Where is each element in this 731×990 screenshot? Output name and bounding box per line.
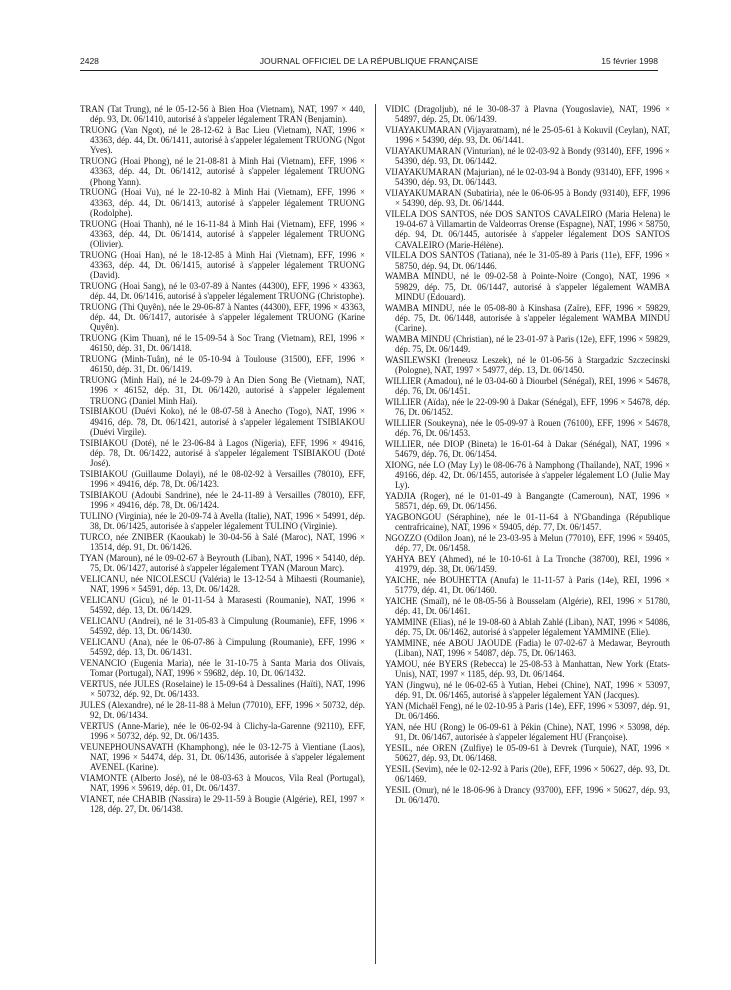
register-entry: YESIL (Sevim), née le 02-12-92 à Paris (20e), EFF, 1996 × 50627, dép. 93, Dt. 06/1469.: [385, 764, 670, 785]
register-entry: YAMMINE, née ABOU JAOUDE (Fadia) le 07-02-67 à Medawar, Beyrouth (Liban), NAT, 1996 × 54087, dép. 75, Dt. 06/1463.: [385, 638, 670, 659]
register-entry: VIDIC (Dragoljub), né le 30-08-37 à Plavna (Yougoslavie), NAT, 1996 × 54897, dép. 25, Dt. 06/1439.: [385, 104, 670, 125]
register-entry: WAMBA MINDU, née le 05-08-80 à Kinshasa (Zaïre), EFF, 1996 × 59829, dép. 75, Dt. 06/1448, autorisée à s'appeler légalement WAMBA MINDU (Carine).: [385, 302, 670, 334]
register-entry: VERTUS, née JULES (Roselaine) le 15-09-64 à Dessalines (Haïti), NAT, 1996 × 50732, dép. 92, Dt. 06/1433.: [80, 678, 365, 700]
register-entry: WAMBA MINDU, né le 09-02-58 à Pointe-Noire (Congo), NAT, 1996 × 59829, dép. 75, Dt. 06/1447, autorisé à s'appeler légalement WAMBA MINDU (Edouard).: [385, 271, 670, 302]
register-entry: TRUONG (Hoai Han), né le 18-12-85 à Minh Hai (Vietnam), EFF, 1996 × 43363, dép. 44, Dt. 06/1415, autorisé à s'appeler légalement TRUONG (David).: [80, 249, 365, 281]
register-entry: YAGBONGOU (Séraphine), née le 01-11-64 à N'Gbandinga (République centrafricaine), NAT, 1996 × 59405, dép. 77, Dt. 06/1457.: [385, 512, 670, 533]
register-entry: XIONG, née LO (May Ly) le 08-06-76 à Namphong (Thaïlande), NAT, 1996 × 49166, dép. 42, Dt. 06/1455, autorisée à s'appeler légalement LO (Julie May Ly).: [385, 459, 670, 491]
register-entry: YAHYA BEY (Ahmed), né le 10-10-61 à La Tronche (38700), REI, 1996 × 41979, dép. 38, Dt. 06/1459.: [385, 554, 670, 575]
register-entry: TRUONG (Hoai Thanh), né le 16-11-84 à Minh Hai (Vietnam), EFF, 1996 × 43363, dép. 44, Dt. 06/1414, autorisé à s'appeler légalement TRUONG (Olivier).: [80, 218, 365, 250]
register-entry: TURCO, née ZNIBER (Kaoukab) le 30-04-56 à Salé (Maroc), NAT, 1996 × 13514, dép. 91, Dt. 06/1426.: [80, 531, 365, 553]
register-entry: VIAMONTE (Alberto José), né le 08-03-63 à Moucos, Vila Real (Portugal), NAT, 1996 × 59619, dép. 01, Dt. 06/1437.: [80, 773, 365, 794]
register-entry: YAMOU, née BYERS (Rebecca) le 25-08-53 à Manhattan, New York (Etats-Unis), NAT, 1997 × 1185, dép. 93, Dt. 06/1464.: [385, 659, 670, 680]
register-entry: VIJAYAKUMARAN (Vijayaratnam), né le 25-05-61 à Kokuvil (Ceylan), NAT, 1996 × 54390, dép. 93, Dt. 06/1441.: [385, 125, 670, 146]
register-entry: VIANET, née CHABIB (Nassira) le 29-11-59 à Bougie (Algérie), REI, 1997 × 128, dép. 27, Dt. 06/1438.: [80, 794, 365, 815]
register-entry: TRUONG (Kim Thuan), né le 15-09-54 à Soc Trang (Vietnam), REI, 1996 × 46150, dép. 31, Dt. 06/1418.: [80, 333, 365, 354]
register-entry: TRUONG (Minh Hai), né le 24-09-79 à An Dien Song Be (Vietnam), NAT, 1996 × 46152, dép. 31, Dt. 06/1420, autorisé à s'appeler légalement TRUONG (Daniel Minh Hai).: [80, 375, 365, 406]
page-number: 2428: [80, 56, 99, 66]
register-entry: TRUONG (Minh-Tuân), né le 05-10-94 à Toulouse (31500), EFF, 1996 × 46150, dép. 31, Dt. 06/1419.: [80, 354, 365, 375]
register-entry: NGOZZO (Odilon Joan), né le 23-03-95 à Melun (77010), EFF, 1996 × 59405, dép. 77, Dt. 06/1458.: [385, 533, 670, 554]
register-entry: VENANCIO (Eugenia Maria), née le 31-10-75 à Santa Maria dos Olivais, Tomar (Portugal), NAT, 1996 × 59682, dép. 10, Dt. 06/1432.: [80, 657, 365, 679]
register-entry: VERTUS (Anne-Marie), née le 06-02-94 à Clichy-la-Garenne (92110), EFF, 1996 × 50732, dép. 92, Dt. 06/1435.: [80, 720, 365, 742]
register-entry: TRAN (Tat Trung), né le 05-12-56 à Bien Hoa (Vietnam), NAT, 1997 × 440, dép. 93, Dt. 06/1410, autorisé à s'appeler légalement TRAN (Benjamin).: [80, 104, 365, 125]
register-entry: YAN (Jingwu), né le 06-02-65 à Yutian, Hebei (Chine), NAT, 1996 × 53097, dép. 91, Dt. 06/1465, autorisé à s'appeler légalement YAN (Jacques).: [385, 680, 670, 701]
register-entry: YESIL, née OREN (Zulfiye) le 05-09-61 à Devrek (Turquie), NAT, 1996 × 50627, dép. 93, Dt. 06/1468.: [385, 743, 670, 764]
register-entry: YADJIA (Roger), né le 01-01-49 à Bangangte (Cameroun), NAT, 1996 × 58571, dép. 69, Dt. 06/1456.: [385, 491, 670, 512]
register-entry: VIJAYAKUMARAN (Subatiria), née le 06-06-95 à Bondy (93140), EFF, 1996 × 54390, dép. 93, Dt. 06/1444.: [385, 188, 670, 209]
register-entry: TRUONG (Van Ngot), né le 28-12-62 à Bac Lieu (Vietnam), NAT, 1996 × 43363, dép. 44, Dt. 06/1411, autorisé à s'appeler légalement TRUONG (Ngot Yves).: [80, 125, 365, 156]
register-entry: VELICANU (Andrei), né le 31-05-83 à Cimpulung (Roumanie), EFF, 1996 × 54592, dép. 13, Dt. 06/1430.: [80, 615, 365, 637]
register-entry: WILLIER (Aïda), née le 22-09-90 à Dakar (Sénégal), EFF, 1996 × 54678, dép. 76, Dt. 06/1452.: [385, 396, 670, 418]
page-header: [80, 56, 658, 70]
register-entry: WAMBA MINDU (Christian), né le 23-01-97 à Paris (12e), EFF, 1996 × 59829, dép. 75, Dt. 06/1449.: [385, 333, 670, 355]
header-rule: [80, 70, 658, 71]
register-entry: TSIBIAKOU (Doté), né le 23-06-84 à Lagos (Nigeria), EFF, 1996 × 49416, dép. 78, Dt. 06/1422, autorisé à s'appeler légalement TSIBIAKOU (Doté José).: [80, 437, 365, 469]
register-entry: VIJAYAKUMARAN (Vinturian), né le 02-03-92 à Bondy (93140), EFF, 1996 × 54390, dép. 93, Dt. 06/1442.: [385, 146, 670, 167]
register-entry: WILLIER (Amadou), né le 03-04-60 à Diourbel (Sénégal), REI, 1996 × 54678, dép. 76, Dt. 06/1451.: [385, 375, 670, 397]
register-entry: TRUONG (Hoai Vu), né le 22-10-82 à Minh Hai (Vietnam), EFF, 1996 × 43363, dép. 44, Dt. 06/1413, autorisé à s'appeler légalement TRUONG (Rodolphe).: [80, 187, 365, 218]
journal-title: JOURNAL OFFICIEL DE LA RÉPUBLIQUE FRANÇAISE: [259, 56, 479, 66]
register-entry: YESIL (Onur), né le 18-06-96 à Drancy (93700), EFF, 1996 × 50627, dép. 93, Dt. 06/1470.: [385, 785, 670, 806]
left-column: [80, 104, 365, 815]
right-column: [385, 104, 670, 806]
register-entry: WILLIER (Soukeyna), née le 05-09-97 à Rouen (76100), EFF, 1996 × 54678, dép. 76, Dt. 06/1453.: [385, 417, 670, 439]
column-divider: [375, 104, 376, 964]
register-entry: VILELA DOS SANTOS, née DOS SANTOS CAVALEIRO (Maria Helena) le 19-04-67 à Villamartin de Valdeorras Orense (Espagne), NAT, 1996 × 58750, dép. 94, Dt. 06/1445, autorisée à s'appeler légalement DOS SANTOS CAVALEIRO (Marie-Hélène).: [385, 209, 670, 250]
register-entry: TRUONG (Hoai Phong), né le 21-08-81 à Minh Hai (Vietnam), EFF, 1996 × 43363, dép. 44, Dt. 06/1412, autorisé à s'appeler légalement TRUONG (Phong Yann).: [80, 156, 365, 187]
register-entry: TSIBIAKOU (Guillaume Dolayi), né le 08-02-92 à Versailles (78010), EFF, 1996 × 49416, dép. 78, Dt. 06/1423.: [80, 468, 365, 490]
register-entry: YAMMINE (Elias), né le 19-08-60 à Ablah Zahlé (Liban), NAT, 1996 × 54086, dép. 75, Dt. 06/1462, autorisé à s'appeler légalement YAMMINE (Elie).: [385, 617, 670, 638]
register-entry: YAICHE (Smaïl), né le 08-05-56 à Bousselam (Algérie), REI, 1996 × 51780, dép. 41, Dt. 06/1461.: [385, 596, 670, 617]
register-entry: JULES (Alexandre), né le 28-11-88 à Melun (77010), EFF, 1996 × 50732, dép. 92, Dt. 06/1434.: [80, 699, 365, 721]
register-entry: TYAN (Maroun), né le 09-02-67 à Beyrouth (Liban), NAT, 1996 × 54140, dép. 75, Dt. 06/1427, autorisé à s'appeler légalement TYAN (Maroun Marc).: [80, 552, 365, 574]
register-entry: YAICHE, née BOUHETTA (Anufa) le 11-11-57 à Paris (14e), REI, 1996 × 51779, dép. 41, Dt. 06/1460.: [385, 575, 670, 596]
register-entry: VELICANU (Gicu), né le 01-11-54 à Marasesti (Roumanie), NAT, 1996 × 54592, dép. 13, Dt. 06/1429.: [80, 594, 365, 616]
register-entry: TSIBIAKOU (Adoubi Sandrine), née le 24-11-89 à Versailles (78010), EFF, 1996 × 49416, dép. 78, Dt. 06/1424.: [80, 489, 365, 511]
register-entry: TSIBIAKOU (Duévi Koko), né le 08-07-58 à Anecho (Togo), NAT, 1996 × 49416, dép. 78, Dt. 06/1421, autorisé à s'appeler légalement TSIBIAKOU (Duévi Virgile).: [80, 406, 365, 437]
register-entry: WASILEWSKI (Ireneusz Leszek), né le 01-06-56 à Stargadzic Szczecinski (Pologne), NAT, 1997 × 54977, dép. 13, Dt. 06/1450.: [385, 354, 670, 376]
register-entry: VIJAYAKUMARAN (Majurian), né le 02-03-94 à Bondy (93140), EFF, 1996 × 54390, dép. 93, Dt. 06/1443.: [385, 167, 670, 188]
register-entry: VELICANU (Ana), née le 06-07-86 à Cimpulung (Roumanie), EFF, 1996 × 54592, dép. 13, Dt. 06/1431.: [80, 636, 365, 658]
publication-date: 15 février 1998: [601, 56, 658, 66]
register-entry: YAN (Michaël Feng), né le 02-10-95 à Paris (14e), EFF, 1996 × 53097, dép. 91, Dt. 06/1466.: [385, 701, 670, 722]
register-entry: TRUONG (Thi Quyên), née le 29-06-87 à Nantes (44300), EFF, 1996 × 43363, dép. 44, Dt. 06/1417, autorisée à s'appeler légalement TRUONG (Karine Quyên).: [80, 302, 365, 333]
register-entry: TULINO (Virginia), née le 20-09-74 à Avella (Italie), NAT, 1996 × 54991, dép. 38, Dt. 06/1425, autorisée à s'appeler légalement TULINO (Virginie).: [80, 510, 365, 532]
register-entry: WILLIER, née DIOP (Bineta) le 16-01-64 à Dakar (Sénégal), NAT, 1996 × 54679, dép. 76, Dt. 06/1454.: [385, 438, 670, 460]
register-entry: VELICANU, née NICOLESCU (Valéria) le 13-12-54 à Mihaesti (Roumanie), NAT, 1996 × 54591, dép. 13, Dt. 06/1428.: [80, 573, 365, 595]
register-entry: VEUNEPHOUNSAVATH (Khamphong), née le 03-12-75 à Vientiane (Laos), NAT, 1996 × 54474, dép. 31, Dt. 06/1436, autorisée à s'appeler légalement AVENEL (Karine).: [80, 741, 365, 773]
register-entry: TRUONG (Hoai Sang), né le 03-07-89 à Nantes (44300), EFF, 1996 × 43363, dép. 44, Dt. 06/1416, autorisé à s'appeler légalement TRUONG (Christophe).: [80, 281, 365, 302]
register-entry: YAN, née HU (Rong) le 06-09-61 à Pékin (Chine), NAT, 1996 × 53098, dép. 91, Dt. 06/1467, autorisée à s'appeler légalement HU (Françoise).: [385, 722, 670, 743]
register-entry: VILELA DOS SANTOS (Tatiana), née le 31-05-89 à Paris (11e), EFF, 1996 × 58750, dép. 94, Dt. 06/1446.: [385, 250, 670, 271]
